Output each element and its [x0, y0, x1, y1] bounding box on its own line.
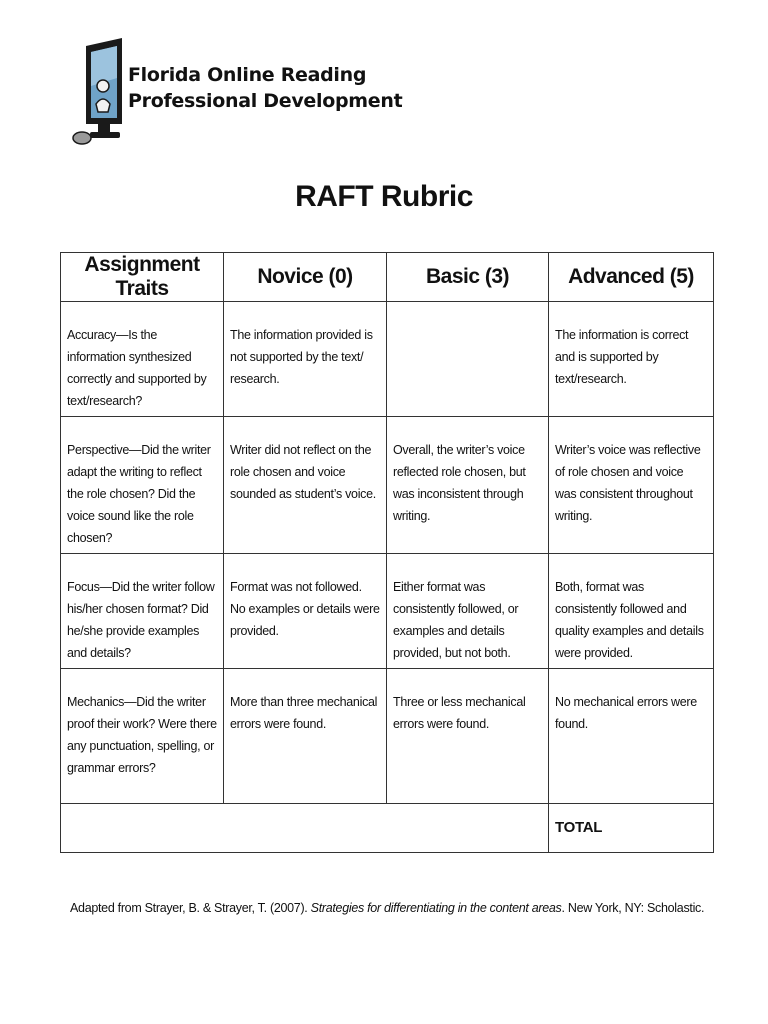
trait-name: Focus — [67, 580, 100, 594]
header-cell-basic: Basic (3) — [387, 253, 549, 302]
advanced-cell: The information is correct and is supported by text/research. — [549, 302, 714, 417]
trait-question: —Is the information synthesized correctly and supported by text/research? — [67, 328, 207, 408]
citation-suffix: . New York, NY: Scholastic. — [561, 901, 705, 915]
logo-line-1: Florida Online Reading — [128, 64, 367, 86]
advanced-cell: Writer’s voice was reflective of role chosen and voice was consistent throughout writing. — [549, 417, 714, 554]
header-row — [61, 253, 714, 302]
advanced-cell: Both, format was consistently followed and quality examples and details were provided. — [549, 554, 714, 669]
trait-name: Mechanics — [67, 695, 125, 709]
logo-line-2: Professional Development — [128, 90, 403, 112]
trait-question: —Did the writer proof their work? Were there any punctuation, spelling, or grammar errors? — [67, 695, 217, 775]
total-label: TOTAL — [555, 819, 603, 836]
citation — [70, 901, 704, 915]
total-row — [61, 804, 714, 853]
advanced-cell: No mechanical errors were found. — [549, 669, 714, 804]
logo-text — [128, 62, 402, 114]
table-row — [61, 554, 714, 669]
header-cell-novice: Novice (0) — [224, 253, 387, 302]
trait-cell — [61, 669, 224, 804]
header-cell-traits: Assignment Traits — [61, 253, 224, 302]
trait-cell — [61, 302, 224, 417]
rubric-table — [60, 252, 714, 853]
total-cell — [549, 804, 714, 853]
total-blank-cell — [61, 804, 549, 853]
basic-cell: Overall, the writer’s voice reflected role chosen, but was inconsistent through writing. — [387, 417, 549, 554]
citation-book-title: Strategies for differentiating in the content areas — [310, 901, 562, 915]
citation-prefix: Adapted from Strayer, B. & Strayer, T. (2007). — [70, 901, 311, 915]
table-row — [61, 417, 714, 554]
trait-question: —Did the writer adapt the writing to reflect the role chosen? Did the voice sound like the role chosen? — [67, 443, 211, 545]
basic-cell: Three or less mechanical errors were found. — [387, 669, 549, 804]
trait-cell — [61, 554, 224, 669]
novice-cell: The information provided is not supported by the text/ research. — [224, 302, 387, 417]
trait-cell — [61, 417, 224, 554]
trait-name: Accuracy — [67, 328, 117, 342]
computer-monitor-icon — [72, 38, 132, 148]
logo — [72, 38, 403, 148]
trait-name: Perspective — [67, 443, 130, 457]
table-row — [61, 302, 714, 417]
page-title: RAFT Rubric — [295, 180, 473, 213]
table-row — [61, 669, 714, 804]
basic-cell — [387, 302, 549, 417]
novice-cell: More than three mechanical errors were found. — [224, 669, 387, 804]
basic-cell: Either format was consistently followed, or examples and details provided, but not both. — [387, 554, 549, 669]
novice-cell: Format was not followed. No examples or details were provided. — [224, 554, 387, 669]
header-cell-advanced: Advanced (5) — [549, 253, 714, 302]
novice-cell: Writer did not reflect on the role chosen and voice sounded as student’s voice. — [224, 417, 387, 554]
trait-question: —Did the writer follow his/her chosen format? Did he/she provide examples and details? — [67, 580, 215, 660]
